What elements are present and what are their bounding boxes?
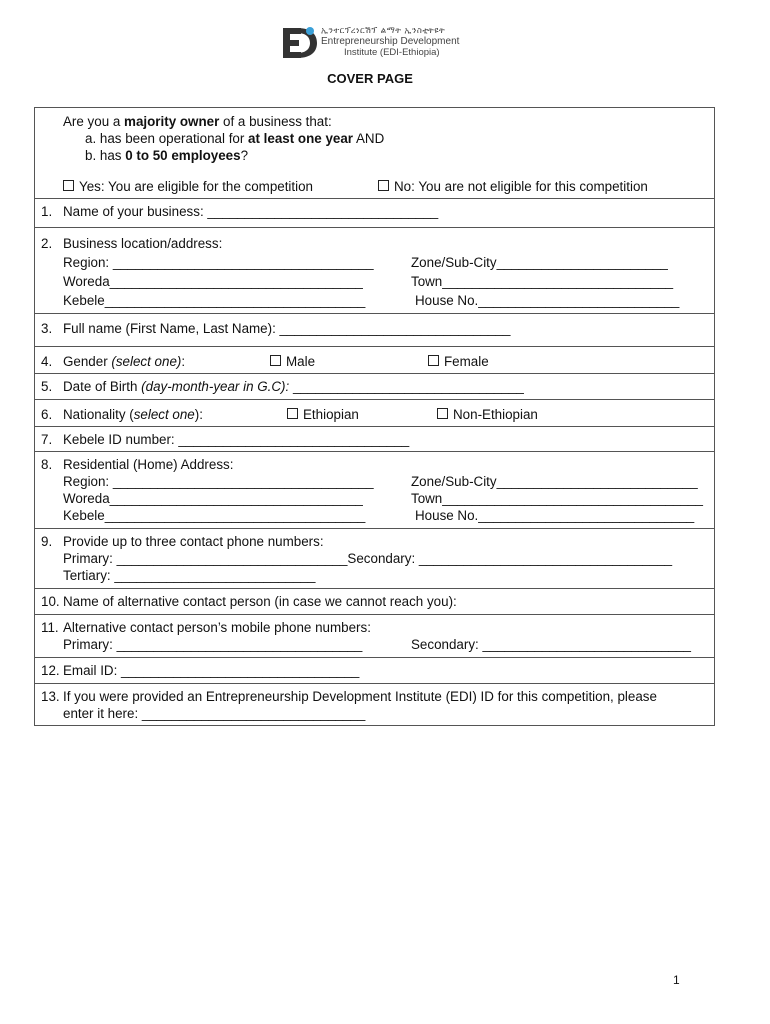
page-number: 1 [673,973,680,987]
eligibility-section [35,108,714,199]
full-name-field[interactable]: 3. Full name (First Name, Last Name): _______________________________ [35,314,714,347]
alternative-contact-field[interactable]: 10. Name of alternative contact person (in case we cannot reach you): [35,589,714,615]
kebele-id-field[interactable]: 7. Kebele ID number: _______________________________ [35,427,714,452]
gender-field: 4. Gender (select one): Male Female [35,347,714,374]
eligible-no-option[interactable]: No: You are not eligible for this competition [378,178,648,195]
gender-male-option[interactable]: Male [270,353,315,370]
no-checkbox[interactable] [378,180,389,191]
alternative-phones-field[interactable]: 11. Alternative contact person’s mobile phone numbers: Primary: _________________________________ Secondary: ____________________________ [35,615,714,658]
org-name-line2: Institute (EDI-Ethiopia) [344,47,440,58]
email-field[interactable]: 12. Email ID: ________________________________ [35,658,714,684]
eligibility-criterion-a: a. has been operational for at least one year AND [85,131,385,146]
male-checkbox[interactable] [270,355,281,366]
eligibility-criterion-b: b. has 0 to 50 employees? [85,148,249,163]
page-title: COVER PAGE [327,71,413,86]
nationality-field: 6. Nationality (select one): Ethiopian Non-Ethiopian [35,400,714,427]
org-amharic-name: ኢንተርፕረነርሽፕ ልማት ኢንስቲትዩት [321,25,446,35]
nationality-non-ethiopian-option[interactable]: Non-Ethiopian [437,406,538,423]
edi-logo-mark-icon [281,22,319,64]
cover-form [34,107,715,726]
gender-female-option[interactable]: Female [428,353,489,370]
edi-id-field[interactable]: 13. If you were provided an Entrepreneurship Development Institute (EDI) ID for this competition, please enter it here: ______________________________ [41,689,657,721]
female-checkbox[interactable] [428,355,439,366]
non-ethiopian-checkbox[interactable] [437,408,448,419]
residential-address-field[interactable]: 8. Residential (Home) Address: Region: ___________________________________ Zone/Sub-City___________________________ Woreda__________________________________ Town___________________________________ Kebele___________________________________ House No._____________________________ [35,452,714,529]
ethiopian-checkbox[interactable] [287,408,298,419]
org-name-line1: Entrepreneurship Development [321,36,460,47]
business-location-field[interactable]: 2. Business location/address: Region: ___________________________________ Zone/Sub-City_______________________ Woreda__________________________________ Town_______________________________ Kebele___________________________________ House No.___________________________ [35,228,714,314]
eligible-yes-option[interactable]: Yes: You are eligible for the competition [63,179,313,194]
contact-phones-field[interactable]: 9. Provide up to three contact phone numbers: Primary: _______________________________Secondary: __________________________________ Tertiary: ___________________________ [35,529,714,589]
yes-checkbox[interactable] [63,180,74,191]
eligibility-question: Are you a majority owner of a business that: [63,114,332,129]
date-of-birth-field[interactable]: 5. Date of Birth (day-month-year in G.C): _______________________________ [35,374,714,400]
business-name-field[interactable]: 1. Name of your business: _______________________________ [35,199,714,228]
edi-logo [281,22,481,64]
nationality-ethiopian-option[interactable]: Ethiopian [287,406,359,423]
